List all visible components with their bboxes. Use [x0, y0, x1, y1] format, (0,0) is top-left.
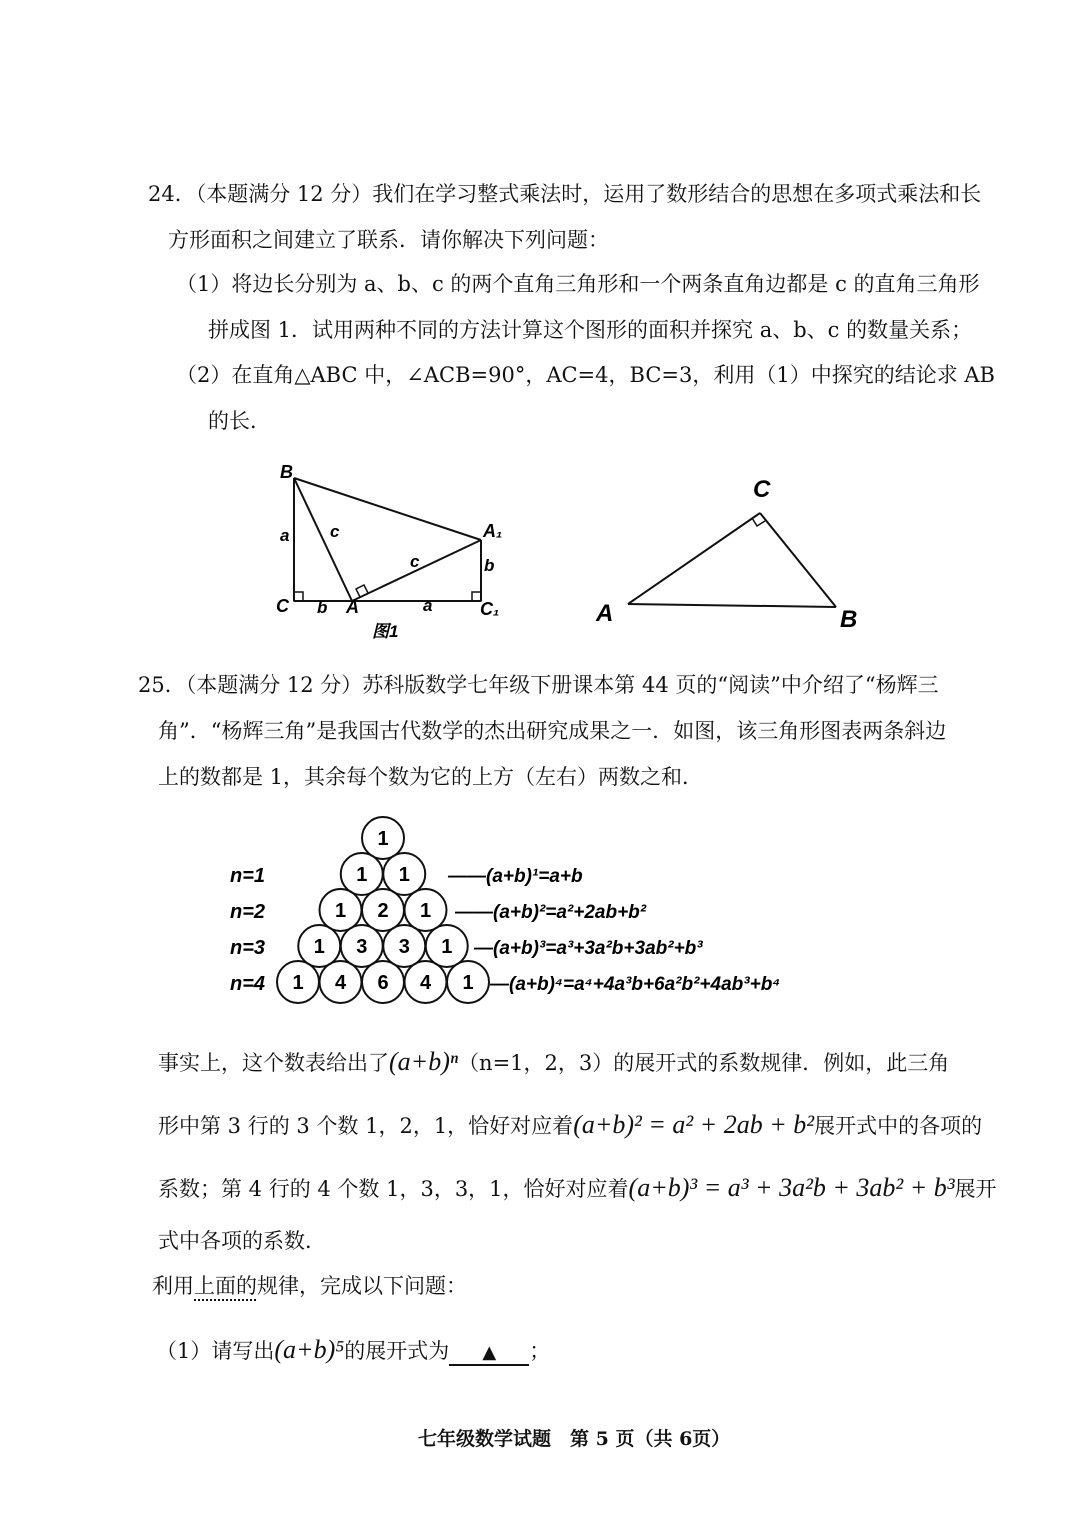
q25-part1-expr: (a+b)⁵	[274, 1335, 345, 1364]
body-line5	[152, 1274, 467, 1299]
pascal-formula: —(a+b)⁴=a⁴+4a³b+6a²b²+4ab³+b⁴	[490, 974, 781, 995]
pascal-formula: ——(a+b)¹=a+b	[448, 866, 583, 887]
fig1-label-C1: C₁	[480, 599, 500, 619]
pascal-value: 1	[441, 936, 453, 958]
body-line3-pre: 系数；第 4 行的 4 个数 1，3，3，1，恰好对应着	[158, 1177, 629, 1201]
q24-line1: 24．（本题满分 12 分）我们在学习整式乘法时，运用了数形结合的思想在多项式乘法和长	[148, 182, 982, 206]
fig1-label-A1: A₁	[483, 521, 503, 541]
fig1-label-b-bottom: b	[317, 598, 328, 617]
pascal-formula: ——(a+b)²=a²+2ab+b²	[455, 902, 647, 923]
pascal-value: 1	[377, 828, 389, 850]
pascal-row-label: n=1	[230, 865, 266, 887]
body-line5-b: 上面的	[194, 1274, 257, 1298]
pascal-row-label: n=4	[230, 973, 266, 995]
pascal-value: 1	[313, 936, 325, 958]
pascal-value: 1	[398, 864, 410, 886]
body-line2-expr: (a+b)² = a² + 2ab + b²	[573, 1110, 815, 1139]
fig1-label-B: B	[280, 462, 293, 482]
pascal-row-label: n=2	[230, 901, 266, 923]
fig1-label-a-bottom: a	[423, 596, 433, 615]
pascal-value: 1	[292, 972, 304, 994]
pascal-value: 4	[334, 972, 347, 994]
body-line1	[158, 1046, 949, 1077]
pascal-value: 6	[377, 972, 389, 994]
pascal-value: 1	[462, 972, 474, 994]
pascal-value: 1	[334, 900, 347, 922]
body-line4: 式中各项的系数．	[158, 1229, 326, 1253]
answer-blank[interactable]: ▲	[449, 1342, 529, 1366]
body-line2	[158, 1109, 982, 1140]
pascal-value: 1	[356, 864, 368, 886]
fig1-label-a-left: a	[280, 526, 290, 545]
q24-part2-line2: 的长．	[208, 409, 271, 433]
page-footer: 七年级数学试题 第 5 页（共 6页）	[418, 1428, 731, 1450]
body-line5-c: 规律，完成以下问题：	[257, 1274, 467, 1298]
pascal-formula: —(a+b)³=a³+3a²b+3ab²+b³	[474, 938, 703, 959]
body-line1-post: （n=1，2，3）的展开式的系数规律．例如，此三角	[458, 1051, 950, 1075]
pascal-value: 3	[356, 936, 368, 958]
q25-part1	[156, 1334, 550, 1366]
pascal-value: 2	[377, 900, 389, 922]
q24-part2-line1: （2）在直角△ABC 中，∠ACB=90°，AC=4，BC=3，利用（1）中探究的结论求 AB	[176, 363, 995, 387]
q25-line2: 角”．“杨辉三角”是我国古代数学的杰出研究成果之一．如图，该三角形图表两条斜边	[158, 719, 947, 743]
q25-line3: 上的数都是 1，其余每个数为它的上方（左右）两数之和．	[158, 765, 704, 789]
fig1-label-b-right: b	[484, 556, 495, 575]
pascal-value: 4	[419, 972, 432, 994]
body-line1-pre: 事实上，这个数表给出了	[158, 1051, 389, 1075]
fig2-label-C: C	[753, 476, 771, 503]
pascal-value: 1	[419, 900, 432, 922]
pascal-row-label: n=3	[230, 937, 266, 959]
body-line2-post: 展开式中的各项的	[814, 1114, 983, 1138]
fig1-label-c-lower: c	[410, 552, 420, 571]
q24-part1-line2: 拼成图 1．试用两种不同的方法计算这个图形的面积并探究 a、b、c 的数量关系；	[208, 318, 973, 342]
body-line3	[158, 1172, 997, 1203]
q24-part1-line1: （1）将边长分别为 a、b、c 的两个直角三角形和一个两条直角边都是 c 的直角三角形	[176, 272, 980, 296]
fig1-label-A: A	[346, 597, 359, 617]
q25-line1: 25．（本题满分 12 分）苏科版数学七年级下册课本第 44 页的“阅读”中介绍了“杨辉三	[138, 673, 939, 697]
body-line3-expr: (a+b)³ = a³ + 3a²b + 3ab² + b³	[628, 1173, 955, 1202]
q25-part1-end: ；	[529, 1339, 551, 1363]
q25-part1-pre: （1）请写出	[156, 1339, 275, 1363]
fig1-label-C: C	[276, 596, 289, 616]
q24-line2: 方形面积之间建立了联系．请你解决下列问题：	[168, 228, 609, 252]
q25-part1-mid: 的展开式为	[344, 1339, 450, 1363]
fig1-caption: 图1	[372, 622, 399, 641]
fig2-label-A: A	[596, 600, 614, 627]
fig1-label-c-upper: c	[330, 522, 340, 541]
fig2-label-B: B	[840, 606, 858, 633]
body-line2-pre: 形中第 3 行的 3 个数 1，2，1，恰好对应着	[158, 1114, 574, 1138]
body-line1-expr: (a+b)ⁿ	[389, 1047, 459, 1076]
body-line5-a: 利用	[152, 1274, 194, 1298]
body-line3-post: 展开	[954, 1177, 997, 1201]
pascal-value: 3	[398, 936, 410, 958]
